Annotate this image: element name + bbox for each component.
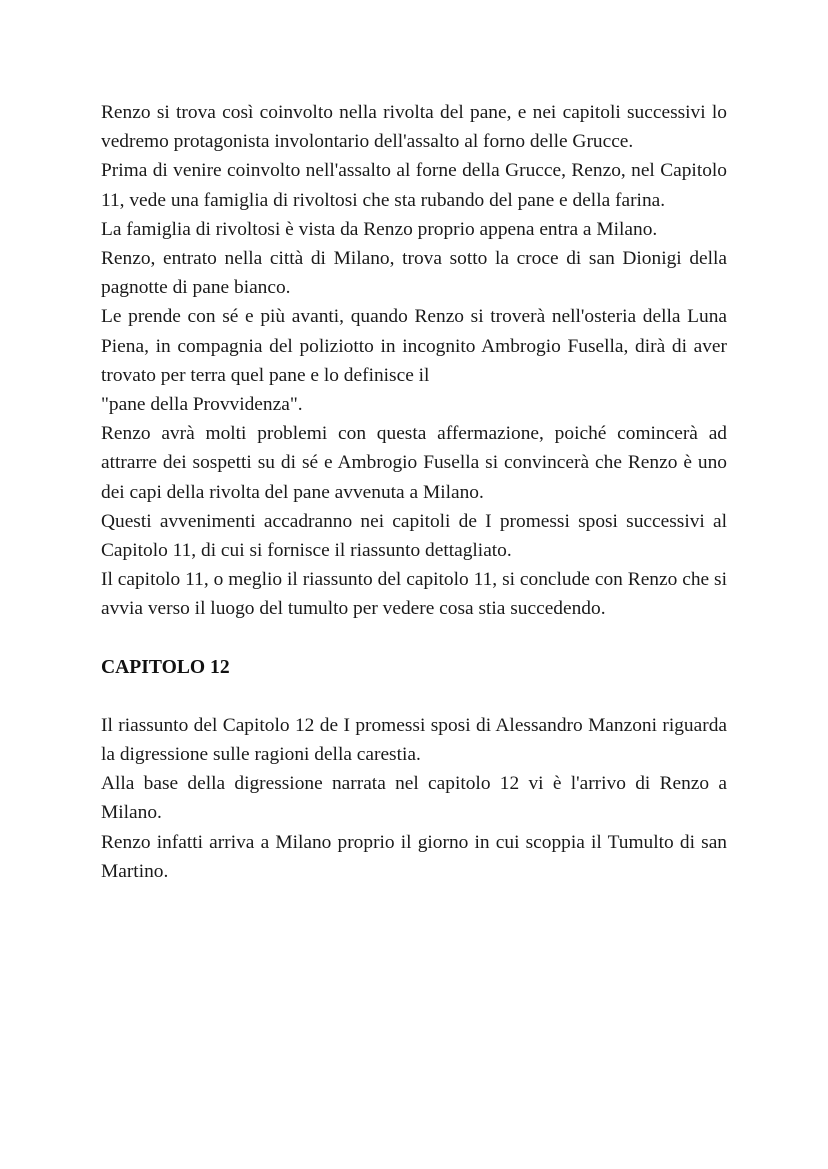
paragraph: Questi avvenimenti accadranno nei capitoli de I promessi sposi successivi al Capitolo 11, di cui si fornisce il riassunto dettagliato. xyxy=(101,510,727,562)
paragraph: Renzo si trova così coinvolto nella rivolta del pane, e nei capitoli successivi lo vedremo protagonista involontario dell'assalto al forno delle Grucce. xyxy=(101,102,727,153)
spacer xyxy=(101,682,727,711)
paragraph: Il capitolo 11, o meglio il riassunto del capitolo 11, si conclude con Renzo che si avvia verso il luogo del tumulto per vedere cosa stia succedendo. xyxy=(101,569,727,620)
paragraph: Le prende con sé e più avanti, quando Renzo si troverà nell'osteria della Luna Piena, in compagnia del poliziotto in incognito Ambrogio Fusella, dirà di aver trovato per terra quel pane e lo definisce il xyxy=(101,306,727,386)
paragraph: Renzo, entrato nella città di Milano, trova sotto la croce di san Dionigi della pagnotte di pane bianco. xyxy=(101,248,727,299)
paragraph: La famiglia di rivoltosi è vista da Renzo proprio appena entra a Milano. xyxy=(101,218,658,240)
paragraph: Renzo infatti arriva a Milano proprio il giorno in cui scoppia il Tumulto di san Martino. xyxy=(101,831,727,882)
document-page xyxy=(101,98,727,886)
spacer xyxy=(101,624,727,653)
chapter-heading: CAPITOLO 12 xyxy=(101,656,230,678)
paragraph: Prima di venire coinvolto nell'assalto al forne della Grucce, Renzo, nel Capitolo 11, vede una famiglia di rivoltosi che sta rubando del pane e della farina. xyxy=(101,160,727,211)
paragraph: Renzo avrà molti problemi con questa affermazione, poiché comincerà ad attrarre dei sospetti su di sé e Ambrogio Fusella si convincerà che Renzo è uno dei capi della rivolta del pane avvenuta a Milano. xyxy=(101,423,727,503)
paragraph: Alla base della digressione narrata nel capitolo 12 vi è l'arrivo di Renzo a Milano. xyxy=(101,773,727,824)
paragraph: "pane della Provvidenza". xyxy=(101,394,303,416)
paragraph: Il riassunto del Capitolo 12 de I promessi sposi di Alessandro Manzoni riguarda la digressione sulle ragioni della carestia. xyxy=(101,714,727,766)
